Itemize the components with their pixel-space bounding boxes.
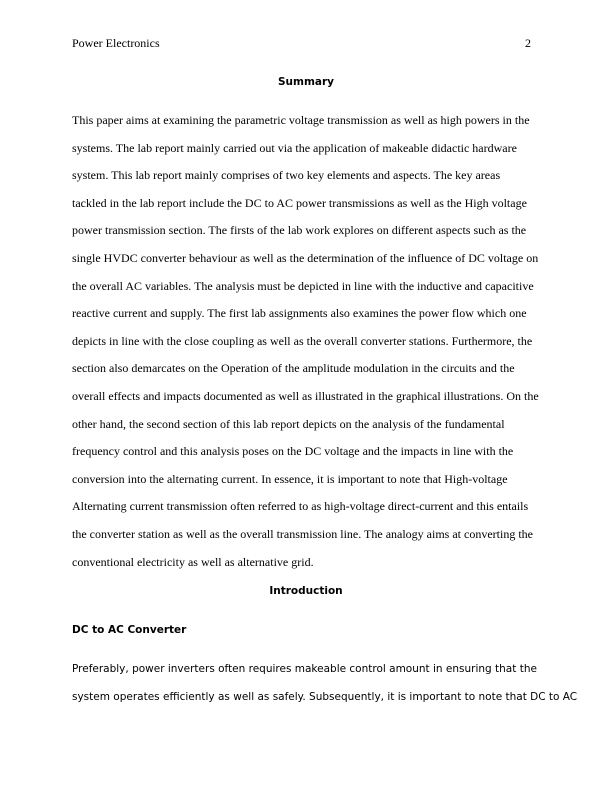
summary-line: power transmission section. The firsts of the lab work explores on different aspects such as the xyxy=(72,223,527,238)
summary-line: other hand, the second section of this lab report depicts on the analysis of the fundamental xyxy=(72,416,505,431)
summary-line: the overall AC variables. The analysis must be depicted in line with the inductive and capacitive xyxy=(72,278,534,293)
page-number: 2 xyxy=(525,36,531,50)
summary-line: frequency control and this analysis poses on the DC voltage and the impacts in line with the xyxy=(72,444,514,459)
page-header xyxy=(72,36,540,52)
summary-line: systems. The lab report mainly carried out via the application of makeable didactic hardware xyxy=(72,140,517,155)
summary-line: system. This lab report mainly comprises of two key elements and aspects. The key areas xyxy=(72,168,501,183)
dc-to-ac-subheading: DC to AC Converter xyxy=(72,624,187,636)
summary-line: conventional electricity as well as alternative grid. xyxy=(72,554,314,569)
summary-line: the converter station as well as the overall transmission line. The analogy aims at converting the xyxy=(72,526,533,541)
summary-line: section also demarcates on the Operation of the amplitude modulation in the circuits and the xyxy=(72,361,515,376)
summary-line: This paper aims at examining the parametric voltage transmission as well as high powers in the xyxy=(72,113,530,127)
summary-line: depicts in line with the close coupling as well as the overall converter stations. Furthermore, the xyxy=(72,333,533,348)
summary-line: reactive current and supply. The first lab assignments also examines the power flow which one xyxy=(72,306,527,321)
summary-paragraph xyxy=(72,107,542,576)
introduction-heading: Introduction xyxy=(269,585,343,597)
summary-line: conversion into the alternating current. In essence, it is important to note that High-voltage xyxy=(72,471,508,486)
introduction-line: system operates efficiently as well as safely. Subsequently, it is important to note that DC to AC xyxy=(72,690,578,703)
introduction-paragraph xyxy=(72,656,578,711)
summary-heading: Summary xyxy=(277,76,335,88)
summary-line: Alternating current transmission often referred to as high-voltage direct-current and this entails xyxy=(72,499,529,514)
summary-line: overall effects and impacts documented as well as illustrated in the graphical illustrations. On the xyxy=(72,388,539,403)
running-head: Power Electronics xyxy=(72,36,160,50)
introduction-line: Preferably, power inverters often requires makeable control amount in ensuring that the xyxy=(72,663,537,675)
summary-line: single HVDC converter behaviour as well as the determination of the influence of DC voltage on xyxy=(72,250,539,265)
summary-line: tackled in the lab report include the DC to AC power transmissions as well as the High voltage xyxy=(72,195,527,210)
